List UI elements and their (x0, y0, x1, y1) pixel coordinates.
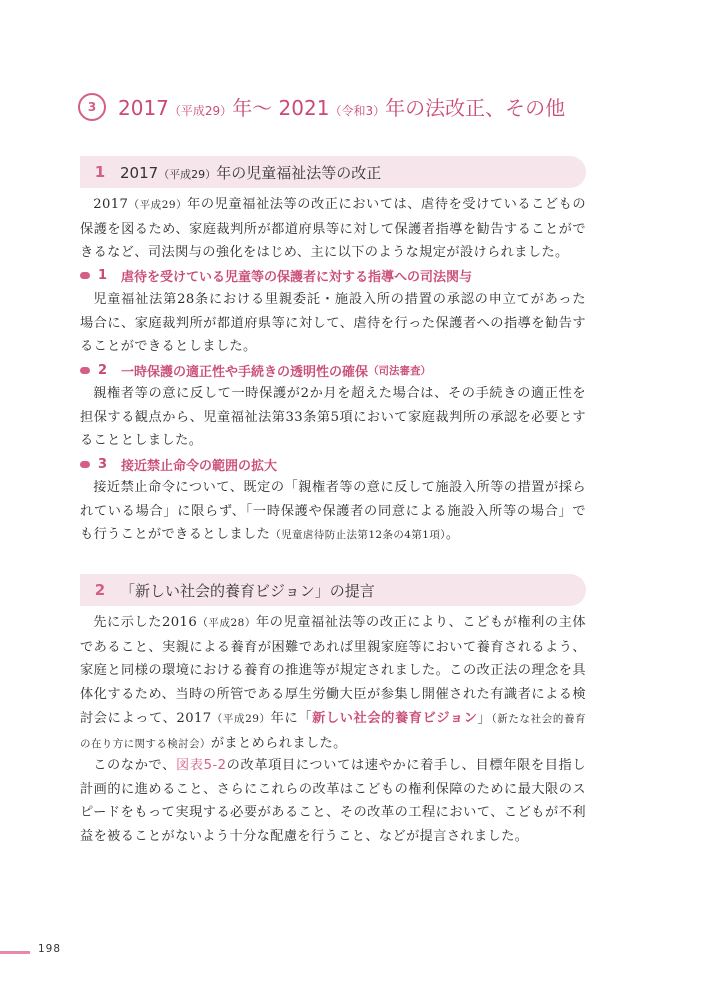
text-run: 先に示した2016 (93, 615, 198, 630)
subheading-title: 虐待を受けている児童等の保護者に対する指導への司法関与 (121, 269, 473, 285)
section-2-heading (80, 574, 586, 606)
section-number: 1 (94, 163, 106, 181)
bullet-icon (80, 461, 90, 468)
text-run: このなかで、 (93, 758, 176, 773)
subheading-3 (80, 453, 600, 475)
figure-reference: 図表5-2 (175, 758, 227, 773)
subheading-number: 1 (98, 267, 108, 283)
chapter-title-note: （令和3） (329, 104, 386, 118)
bullet-icon (80, 272, 90, 279)
text-run: 年に「 (270, 710, 313, 726)
section-title-note: （平成29） (158, 167, 217, 181)
subheading-number: 3 (98, 456, 108, 472)
chapter-title (118, 92, 565, 121)
text-run: 年の児童福祉法等の改正により、こどもが権利の主体であること、実親による養育が困難であれば里親家庭等において養育されるよう、家庭と同様の環境における養育の推進等が規定されました。この改正法の理念を具体化するため、当時の所管である厚生労働大臣が参集し開催された有識者による検討会によって、2017 (80, 615, 586, 726)
chapter-title-part: 2017 (118, 96, 169, 120)
chapter-title-part: 年の法改正、その他 (385, 96, 566, 120)
chapter-heading (78, 92, 618, 121)
subheading-1 (80, 264, 600, 286)
era-note: （平成29） (128, 199, 188, 211)
section-title: 「新しい社会的養育ビジョン」の提言 (120, 581, 375, 600)
era-note: （平成29） (211, 712, 271, 725)
page-marker-line (0, 951, 30, 954)
text-run: 接近禁止命令について、既定の「親権者等の意に反して施設入所等の措置が採られている場合」に限らず、「一時保護や保護者の同意による施設入所等の場合」でも行うことができるとしました (80, 480, 586, 543)
text-run: がまとめられました。 (210, 735, 347, 751)
highlight-term: 新しい社会的養育ビジョン (312, 710, 478, 726)
chapter-number-badge: 3 (78, 93, 106, 121)
section-1-heading (80, 156, 586, 188)
section-1-intro (80, 193, 586, 265)
section-title-part: 年の児童福祉法等の改正 (216, 163, 382, 182)
committee-note: （新たな社会的養育の在り方に関する検討会） (80, 712, 586, 750)
era-note: （平成28） (197, 617, 256, 629)
text-run: の改革項目については速やかに着手し、目標年限を目指し計画的に進めること、さらにこれらの改革はこどもの権利保障のために最大限のスピードをもって実現する必要があること、その改革の工程において、こどもが不利益を被ることがないよう十分な配慮を行うこと、などが提言されました。 (80, 758, 586, 845)
section-2-paragraph-1 (80, 611, 586, 756)
text-run: 年の児童福祉法等の改正においては、虐待を受けているこどもの保護を図るため、家庭裁判所が都道府県等に対して保護者指導を勧告することができるなど、司法関与の強化をはじめ、主に以下のような規定が設けられました。 (80, 197, 586, 261)
chapter-title-note: （平成29） (168, 104, 233, 118)
subheading-number: 2 (98, 362, 108, 378)
chapter-title-part: 年～ 2021 (232, 96, 330, 120)
bullet-icon (80, 367, 90, 374)
subheading-title: 接近禁止命令の範囲の拡大 (121, 458, 278, 474)
subsection-1-body: 児童福祉法第28条における里親委託・施設入所の措置の承認の申立てがあった場合に、家庭裁判所が都道府県等に対して、虐待を行った保護者への指導を勧告することができるとしました。 (80, 292, 586, 355)
subheading-note: （司法審査） (368, 364, 432, 377)
text-run: 。 (445, 527, 460, 543)
section-title (120, 162, 381, 183)
law-reference-note: （児童虐待防止法第12条の4第1項） (270, 529, 446, 542)
subsection-3-body (80, 476, 586, 548)
text-run: 2017 (93, 197, 129, 212)
text-run: 」 (477, 710, 492, 726)
subsection-2-body: 親権者等の意に反して一時保護が2か月を超えた場合は、その手続きの適正性を担保する観点から、児童福祉法第33条第5項において家庭裁判所の承認を必要とすることとしました。 (80, 386, 586, 449)
subheading-title: 一時保護の適正性や手続きの透明性の確保 (121, 364, 369, 380)
section-number: 2 (94, 581, 106, 599)
page-number: 198 (38, 943, 62, 955)
section-2-paragraph-2 (80, 754, 586, 849)
subheading-2 (80, 359, 600, 381)
section-title-part: 2017 (120, 163, 159, 182)
